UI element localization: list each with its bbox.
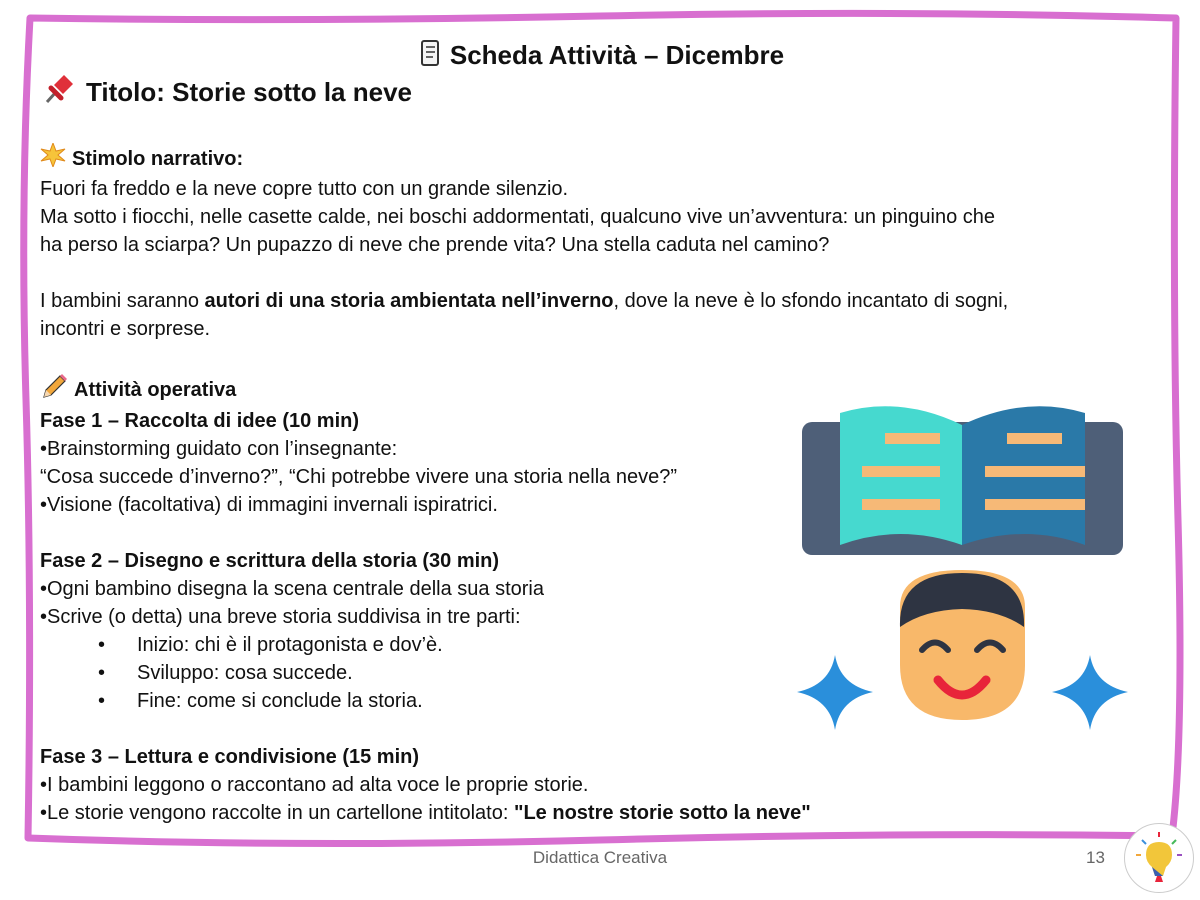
scroll-icon: [416, 38, 444, 75]
page-title-text: Scheda Attività – Dicembre: [449, 40, 785, 70]
footer-brand: Didattica Creativa: [532, 848, 668, 867]
fase3-item: •I bambini leggono o raccontano ad alta voce le proprie storie.: [40, 774, 589, 796]
stimolo-paragraph: I bambini saranno autori di una storia ambientata nell’inverno, dove la neve è lo sfondo incantato di sogni,: [40, 290, 1009, 312]
sparkle-burst-icon: [40, 143, 66, 175]
child-face-icon: [900, 570, 1025, 720]
page-title: [0, 38, 1200, 75]
fase1-title: Fase 1 – Raccolta di idee (10 min): [40, 410, 360, 432]
pushpin-icon: [42, 72, 76, 113]
attivita-heading: Attività operativa: [40, 373, 1150, 407]
fase3-item: •Le storie vengono raccolte in un cartellone intitolato: "Le nostre storie sotto la neve": [40, 802, 811, 824]
fase2-item: •Ogni bambino disegna la scena centrale della sua storia: [40, 578, 544, 600]
stimolo-heading: Stimolo narrativo:: [40, 143, 1150, 175]
fase2-title: Fase 2 – Disegno e scrittura della storia (30 min): [40, 550, 500, 572]
lightbulb-logo: [1124, 823, 1194, 893]
list-item: • Fine: come si conclude la storia.: [40, 687, 1150, 715]
lightbulb-icon: [1125, 824, 1193, 892]
stimolo-line: ha perso la sciarpa? Un pupazzo di neve che prende vita? Una stella caduta nel camino?: [40, 234, 830, 256]
pencil-icon: [40, 373, 68, 407]
list-item: • Inizio: chi è il protagonista e dov’è.: [40, 631, 1150, 659]
fase1-item: •Brainstorming guidato con l’insegnante:: [40, 438, 398, 460]
fase3-title: Fase 3 – Lettura e condivisione (15 min): [40, 746, 420, 768]
stimolo-line: Fuori fa freddo e la neve copre tutto con un grande silenzio.: [40, 178, 569, 200]
activity-title-text: Titolo: Storie sotto la neve: [86, 77, 413, 107]
activity-title: [42, 72, 412, 113]
fase2-item: •Scrive (o detta) una breve storia suddivisa in tre parti:: [40, 606, 521, 628]
fase1-item: “Cosa succede d’inverno?”, “Chi potrebbe vivere una storia nella neve?”: [40, 466, 678, 488]
stimolo-line: Ma sotto i fiocchi, nelle casette calde, nei boschi addormentati, qualcuno vive un’avventura: un pinguino che: [40, 206, 996, 228]
fase1-item: •Visione (facoltativa) di immagini invernali ispiratrici.: [40, 494, 498, 516]
list-item: • Sviluppo: cosa succede.: [40, 659, 1150, 687]
book-child-illustration: [790, 395, 1135, 740]
page-number: 13: [1086, 848, 1105, 867]
stimolo-paragraph-line: incontri e sorprese.: [40, 318, 211, 340]
open-book-icon: [802, 406, 1123, 555]
